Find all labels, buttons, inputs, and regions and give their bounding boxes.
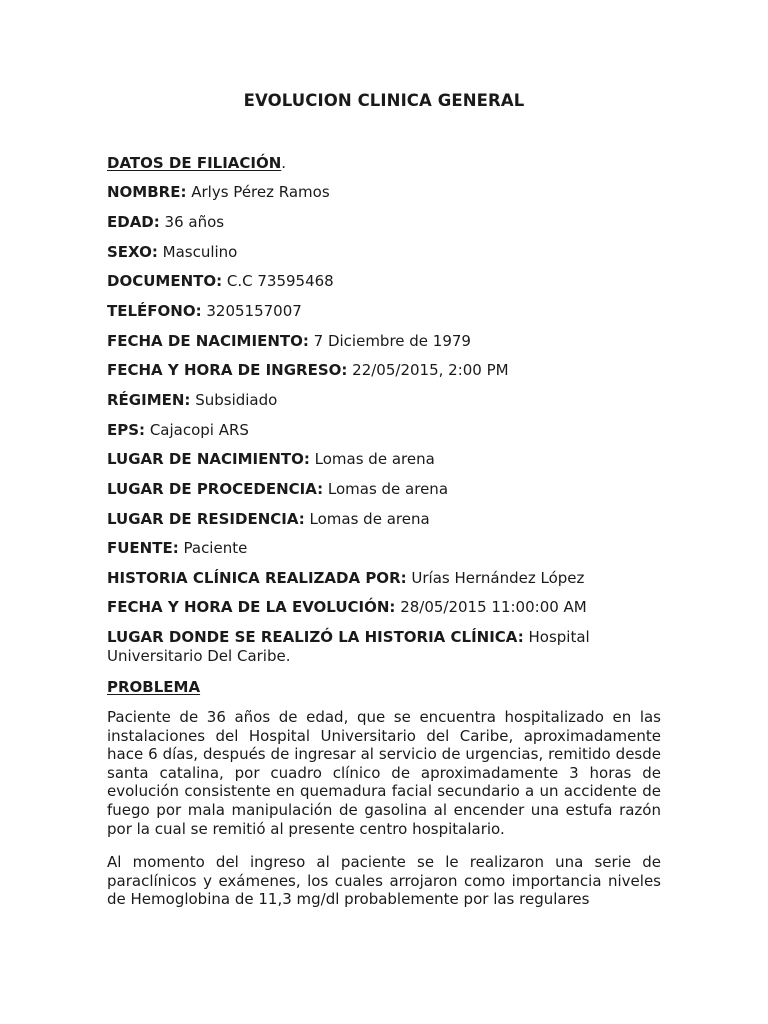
filiacion-heading-text: DATOS DE FILIACIÓN: [107, 154, 282, 172]
field-sexo: [107, 243, 667, 262]
field-fecha-ingreso: [107, 361, 667, 380]
field-value: Cajacopi ARS: [149, 421, 249, 439]
problema-heading: PROBLEMA: [107, 678, 201, 696]
field-value: 28/05/2015 11:00:00 AM: [400, 598, 587, 616]
field-value: Subsidiado: [195, 391, 278, 409]
field-label: LUGAR DE NACIMIENTO:: [107, 450, 310, 468]
field-telefono: [107, 302, 667, 321]
field-eps: [107, 421, 667, 440]
field-documento: [107, 272, 667, 291]
field-label: HISTORIA CLÍNICA REALIZADA POR:: [107, 569, 407, 587]
field-lugar-nacimiento: [107, 450, 667, 469]
field-label: DOCUMENTO:: [107, 272, 223, 290]
field-label: LUGAR DE RESIDENCIA:: [107, 510, 305, 528]
field-value: Paciente: [183, 539, 248, 557]
field-label: NOMBRE:: [107, 183, 187, 201]
field-label: FECHA Y HORA DE LA EVOLUCIÓN:: [107, 598, 396, 616]
field-fecha-evolucion: [107, 598, 667, 617]
field-value: Masculino: [162, 243, 238, 261]
field-value: 7 Diciembre de 1979: [313, 332, 471, 350]
field-value: Lomas de arena: [309, 510, 430, 528]
field-label: FECHA Y HORA DE INGRESO:: [107, 361, 348, 379]
field-label: LUGAR DONDE SE REALIZÓ LA HISTORIA CLÍNICA:: [107, 628, 524, 646]
filiacion-heading: [107, 154, 286, 172]
field-value: Urías Hernández López: [411, 569, 585, 587]
field-value: C.C 73595468: [226, 272, 334, 290]
field-lugar-procedencia: [107, 480, 667, 499]
field-label: FUENTE:: [107, 539, 179, 557]
document-title: EVOLUCION CLINICA GENERAL: [243, 91, 525, 110]
problema-paragraph-1: Paciente de 36 años de edad, que se encuentra hospitalizado en las instalaciones del Hospital Universitario del Caribe, aproximadamente hace 6 días, después de ingresar al servicio de urgencias, remitido desde santa catalina, por cuadro clínico de aproximadamente 3 horas de evolución consistente en quemadura facial secundario a un accidente de fuego por mala manipulación de gasolina al encender una estufa razón por la cual se remitió al presente centro hospitalario.: [107, 708, 661, 838]
field-lugar-residencia: [107, 510, 667, 529]
filiacion-heading-period: .: [281, 154, 287, 172]
field-label: RÉGIMEN:: [107, 391, 191, 409]
field-value: Arlys Pérez Ramos: [191, 183, 330, 201]
field-regimen: [107, 391, 667, 410]
field-label: EDAD:: [107, 213, 160, 231]
field-label: FECHA DE NACIMIENTO:: [107, 332, 309, 350]
field-label: SEXO:: [107, 243, 158, 261]
field-value: 36 años: [164, 213, 225, 231]
field-edad: [107, 213, 667, 232]
field-label: EPS:: [107, 421, 146, 439]
field-fecha-nacimiento: [107, 332, 667, 351]
field-value: 3205157007: [206, 302, 302, 320]
field-value: Hospital Universitario Del Caribe.: [107, 628, 590, 665]
field-nombre: [107, 183, 667, 202]
field-fuente: [107, 539, 667, 558]
field-historia-realizada-por: [107, 569, 667, 588]
field-label: TELÉFONO:: [107, 302, 202, 320]
problema-paragraph-2: Al momento del ingreso al paciente se le realizaron una serie de paraclínicos y exámenes, los cuales arrojaron como importancia niveles de Hemoglobina de 11,3 mg/dl probablemente por las regulares: [107, 853, 661, 909]
field-value: Lomas de arena: [327, 480, 449, 498]
field-value: Lomas de arena: [314, 450, 435, 468]
field-label: LUGAR DE PROCEDENCIA:: [107, 480, 324, 498]
field-lugar-historia: [107, 628, 607, 666]
field-value: 22/05/2015, 2:00 PM: [352, 361, 509, 379]
